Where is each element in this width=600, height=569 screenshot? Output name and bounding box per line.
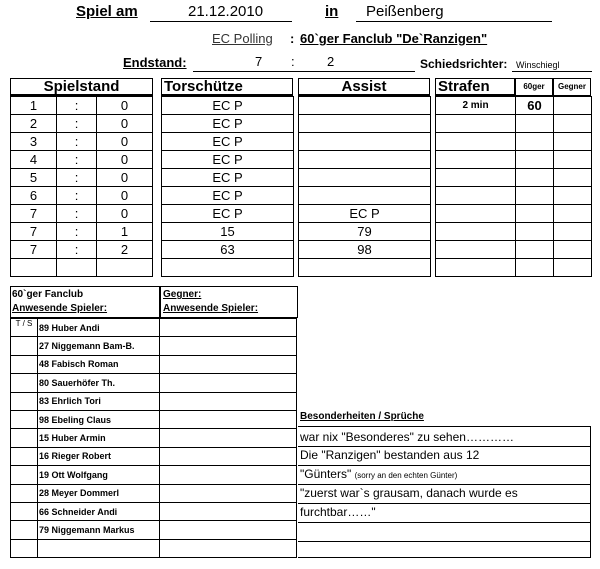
opponent-player: [160, 355, 297, 373]
player-name: 80 Sauerhöfer Th.: [38, 374, 160, 392]
away-goals: 0: [97, 169, 153, 187]
table-row: [11, 521, 297, 539]
opponent-players-title: Anwesende Spieler:: [163, 303, 259, 314]
away-goals: 0: [97, 133, 153, 151]
scorer-cell: EC P: [162, 187, 294, 205]
match-date: 21.12.2010: [188, 3, 264, 20]
score-separator: :: [57, 133, 97, 151]
table-row: [11, 539, 297, 557]
home-goals: 3: [11, 133, 57, 151]
gegner-header: Gegner: [553, 78, 591, 96]
home-team: EC Polling: [212, 31, 273, 46]
player-name: 15 Huber Armin: [38, 429, 160, 447]
player-name: 89 Huber Andi: [38, 319, 160, 337]
own-players-title: Anwesende Spieler:: [12, 303, 108, 314]
player-name: 16 Rieger Robert: [38, 447, 160, 465]
assist-cell: [299, 133, 431, 151]
opponent-header: [160, 286, 298, 318]
score-separator: :: [57, 241, 97, 259]
torschuetze-table: [161, 96, 294, 277]
away-goals: 0: [97, 151, 153, 169]
scorer-cell: EC P: [162, 97, 294, 115]
table-row: [11, 429, 297, 447]
scorer-cell: 63: [162, 241, 294, 259]
score-separator: :: [57, 169, 97, 187]
opponent-player: [160, 447, 297, 465]
in-label: in: [325, 3, 339, 20]
assist-cell: [299, 259, 431, 277]
home-goals: 1: [11, 97, 57, 115]
away-goals: 0: [97, 97, 153, 115]
opponent-player: [160, 539, 297, 557]
torschuetze-header: Torschütze: [161, 78, 293, 96]
score-separator: [57, 259, 97, 277]
sechziger-header: 60ger: [515, 78, 553, 96]
away-goals: 1: [97, 223, 153, 241]
table-row: [11, 319, 297, 337]
remark-line-4: "zuerst war`s grausam, danach wurde es: [300, 486, 518, 500]
own-team-title: 60`ger Fanclub: [12, 289, 84, 300]
player-name: [38, 539, 160, 557]
home-goals: 5: [11, 169, 57, 187]
referee-label: Schiedsrichter:: [420, 57, 508, 71]
table-row: [11, 205, 153, 223]
opponent-player: [160, 429, 297, 447]
remark-line-1: war nix "Besonderes" zu sehen…………: [300, 430, 514, 444]
player-name: 48 Fabisch Roman: [38, 355, 160, 373]
table-row: [11, 355, 297, 373]
table-row: [11, 484, 297, 502]
endstand-label: Endstand:: [123, 55, 187, 70]
score-separator: :: [57, 97, 97, 115]
endstand-underline: [193, 71, 415, 72]
referee-name: Winschiegl: [516, 60, 560, 70]
date-underline: [150, 21, 292, 22]
table-row: [11, 115, 153, 133]
scorer-cell: EC P: [162, 205, 294, 223]
penalty-gegner: [554, 97, 592, 115]
opponent-player: [160, 466, 297, 484]
table-row: [11, 337, 297, 355]
endstand-away: 2: [327, 54, 335, 69]
spielstand-header: Spielstand: [10, 78, 153, 96]
table-row: [11, 410, 297, 428]
opponent-player: [160, 374, 297, 392]
location-underline: [356, 21, 552, 22]
endstand-separator: :: [291, 54, 295, 69]
opponent-title: Gegner:: [163, 289, 202, 300]
score-separator: :: [57, 151, 97, 169]
strafen-header: Strafen: [435, 78, 515, 96]
match-location: Peißenberg: [366, 3, 444, 20]
home-goals: 7: [11, 241, 57, 259]
assist-cell: 98: [299, 241, 431, 259]
table-row: [11, 392, 297, 410]
table-row: [11, 374, 297, 392]
assist-cell: [299, 151, 431, 169]
assist-cell: [299, 115, 431, 133]
assist-cell: [299, 169, 431, 187]
scorer-cell: EC P: [162, 151, 294, 169]
table-row: [11, 133, 153, 151]
team-separator: :: [290, 31, 295, 46]
opponent-player: [160, 484, 297, 502]
opponent-player: [160, 319, 297, 337]
table-row: [11, 447, 297, 465]
player-name: 83 Ehrlich Tori: [38, 392, 160, 410]
assist-cell: 79: [299, 223, 431, 241]
referee-underline: [512, 71, 592, 72]
scorer-cell: [162, 259, 294, 277]
away-goals: 0: [97, 187, 153, 205]
away-goals: 0: [97, 205, 153, 223]
ts-label: T / S: [11, 319, 38, 337]
scorer-cell: EC P: [162, 133, 294, 151]
opponent-player: [160, 410, 297, 428]
away-team: 60`ger Fanclub "De`Ranzigen": [300, 31, 488, 46]
score-separator: :: [57, 187, 97, 205]
scorer-cell: EC P: [162, 115, 294, 133]
player-name: 98 Ebeling Claus: [38, 410, 160, 428]
table-row: [11, 151, 153, 169]
opponent-player: [160, 502, 297, 520]
away-goals: 2: [97, 241, 153, 259]
assist-header: Assist: [298, 78, 430, 96]
spiel-am-label: Spiel am: [76, 3, 138, 20]
table-row: [11, 169, 153, 187]
table-row: [436, 97, 592, 115]
player-name: 27 Niggemann Bam-B.: [38, 337, 160, 355]
home-goals: [11, 259, 57, 277]
away-goals: [97, 259, 153, 277]
table-row: [11, 97, 153, 115]
home-goals: 7: [11, 223, 57, 241]
assist-table: [298, 96, 431, 277]
remark-line-5: furchtbar……": [300, 505, 376, 519]
strafen-table: [435, 96, 592, 277]
score-separator: :: [57, 223, 97, 241]
scorer-cell: 15: [162, 223, 294, 241]
table-row: [11, 259, 153, 277]
player-name: 28 Meyer Dommerl: [38, 484, 160, 502]
score-separator: :: [57, 205, 97, 223]
remark-line-2: Die "Ranzigen" bestanden aus 12: [300, 448, 480, 462]
scorer-cell: EC P: [162, 169, 294, 187]
opponent-player: [160, 392, 297, 410]
penalty-sechziger: 60: [516, 97, 554, 115]
opponent-player: [160, 521, 297, 539]
assist-cell: EC P: [299, 205, 431, 223]
home-goals: 6: [11, 187, 57, 205]
table-row: [11, 223, 153, 241]
player-name: 79 Niggemann Markus: [38, 521, 160, 539]
opponent-player: [160, 337, 297, 355]
own-team-header: [10, 286, 160, 318]
player-name: 66 Schneider Andi: [38, 502, 160, 520]
home-goals: 7: [11, 205, 57, 223]
table-row: [11, 187, 153, 205]
players-table: [10, 318, 297, 558]
remark-line-3: "Günters" (sorry an den echten Günter): [300, 467, 458, 481]
assist-cell: [299, 187, 431, 205]
assist-cell: [299, 97, 431, 115]
table-row: [11, 241, 153, 259]
table-row: [11, 502, 297, 520]
score-separator: :: [57, 115, 97, 133]
penalty-label: 2 min: [436, 97, 516, 115]
table-row: [11, 466, 297, 484]
spielstand-table: [10, 96, 153, 277]
endstand-home: 7: [255, 54, 263, 69]
away-goals: 0: [97, 115, 153, 133]
home-goals: 4: [11, 151, 57, 169]
player-name: 19 Ott Wolfgang: [38, 466, 160, 484]
remarks-title: Besonderheiten / Sprüche: [300, 411, 424, 422]
home-goals: 2: [11, 115, 57, 133]
